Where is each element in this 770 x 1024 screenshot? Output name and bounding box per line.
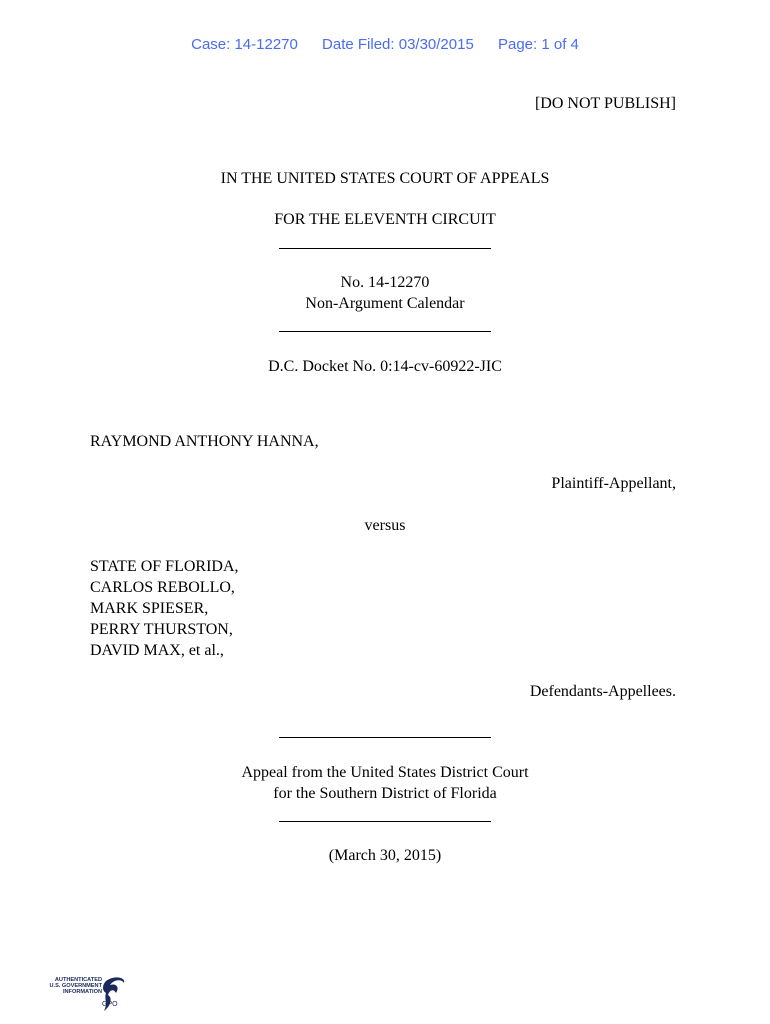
defendant-name: PERRY THURSTON, [90, 621, 233, 638]
defendants-role: Defendants-Appellees. [529, 683, 676, 700]
versus-label: versus [364, 517, 406, 534]
plaintiff-role: Plaintiff-Appellant, [551, 475, 676, 492]
divider-2 [279, 331, 491, 332]
defendant-name: CARLOS REBOLLO, [90, 579, 235, 596]
calendar-type: Non-Argument Calendar [305, 295, 465, 312]
date-filed-stamp: Date Filed: 03/30/2015 [322, 36, 474, 53]
eagle-icon [100, 975, 130, 1015]
decision-date: (March 30, 2015) [328, 847, 442, 864]
publication-note: [DO NOT PUBLISH] [534, 95, 676, 112]
page-number-stamp: Page: 1 of 4 [497, 36, 579, 53]
filing-stamp [0, 36, 770, 53]
divider-1 [279, 248, 491, 249]
court-name: IN THE UNITED STATES COURT OF APPEALS [220, 170, 550, 187]
case-number: No. 14-12270 [340, 274, 430, 291]
plaintiff-name: RAYMOND ANTHONY HANNA, [90, 433, 319, 450]
defendant-name: STATE OF FLORIDA, [90, 558, 239, 575]
appeal-district: for the Southern District of Florida [273, 785, 497, 802]
docket-number: D.C. Docket No. 0:14-cv-60922-JIC [268, 358, 502, 375]
defendant-name: MARK SPIESER, [90, 600, 209, 617]
divider-4 [279, 821, 491, 822]
appeal-origin: Appeal from the United States District Court [241, 764, 529, 781]
case-number-stamp: Case: 14-12270 [191, 36, 298, 53]
gpo-authentication-seal [44, 975, 134, 1015]
circuit-name: FOR THE ELEVENTH CIRCUIT [274, 211, 496, 228]
seal-text: AUTHENTICATED U.S. GOVERNMENT INFORMATION [49, 977, 102, 995]
defendant-name: DAVID MAX, et al., [90, 642, 224, 659]
divider-3 [279, 737, 491, 738]
gpo-mark: GPO [102, 1001, 118, 1008]
